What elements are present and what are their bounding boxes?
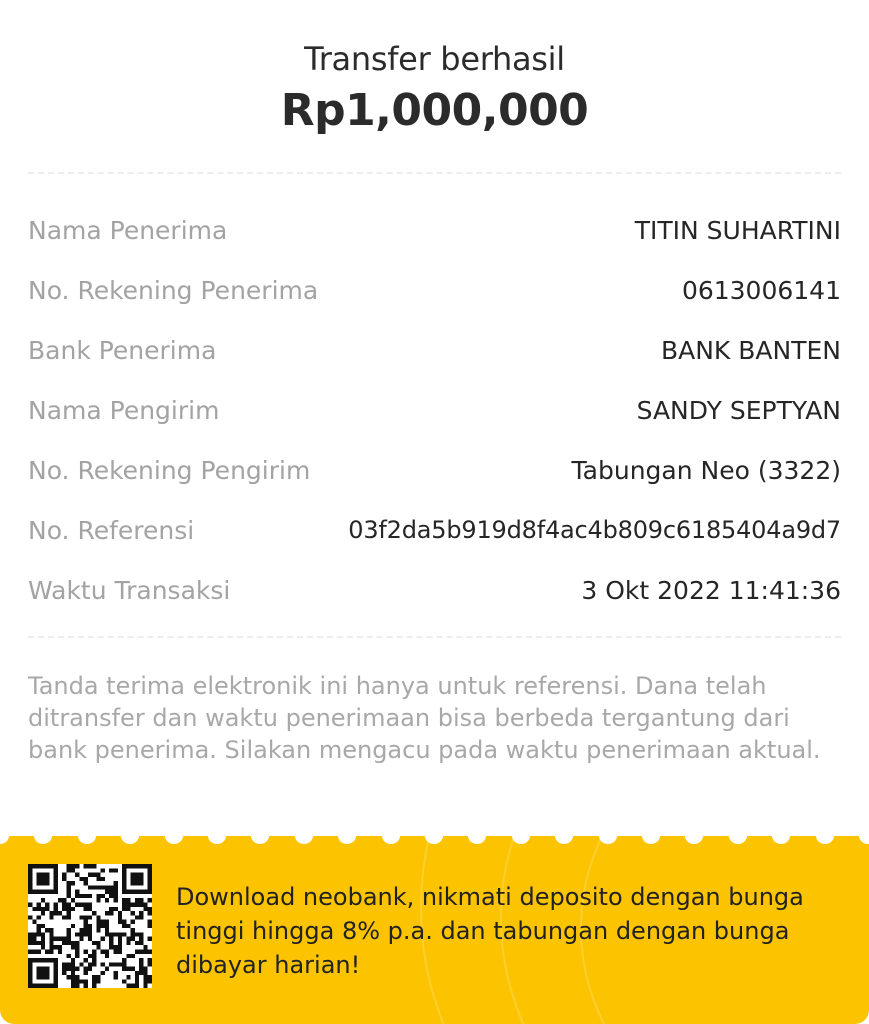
detail-row-transaction-time (28, 560, 841, 620)
scallop-dot (165, 836, 183, 844)
detail-value: BANK BANTEN (660, 335, 841, 365)
detail-row-sender-name (28, 380, 841, 440)
promo-banner[interactable] (0, 836, 869, 1024)
divider-top (28, 172, 841, 174)
detail-label: Nama Penerima (28, 215, 228, 245)
detail-label: Nama Pengirim (28, 395, 220, 425)
detail-value: TITIN SUHARTINI (634, 215, 841, 245)
detail-value: SANDY SEPTYAN (636, 395, 841, 425)
detail-row-recipient-name (28, 200, 841, 260)
detail-value[interactable]: 03f2da5b919d8f4ac4b809c6185404a9d7 (348, 516, 841, 544)
detail-value: 3 Okt 2022 11:41:36 (581, 575, 841, 605)
detail-label: No. Referensi (28, 515, 195, 545)
detail-value: Tabungan Neo (3322) (571, 455, 841, 485)
detail-row-recipient-bank (28, 320, 841, 380)
divider-bottom (28, 636, 841, 638)
status-title: Transfer berhasil (304, 40, 565, 78)
detail-label: Bank Penerima (28, 335, 217, 365)
detail-label: Waktu Transaksi (28, 575, 231, 605)
promo-text: Download neobank, nikmati deposito dengan bunga tinggi hingga 8% p.a. dan tabungan dengan bunga dibayar harian! (176, 883, 804, 979)
qr-code-icon (28, 864, 152, 988)
detail-value: 0613006141 (681, 275, 841, 305)
detail-row-reference (28, 500, 841, 560)
scallop-dot (121, 836, 139, 844)
transfer-amount: Rp1,000,000 (280, 85, 589, 136)
detail-label: No. Rekening Pengirim (28, 455, 311, 485)
scallop-dot (34, 836, 52, 844)
scallop-dot (208, 836, 226, 844)
receipt-header (0, 36, 869, 140)
detail-label: No. Rekening Penerima (28, 275, 319, 305)
scallop-dot (382, 836, 400, 844)
receipt-disclaimer: Tanda terima elektronik ini hanya untuk referensi. Dana telah ditransfer dan waktu penerimaan bisa berbeda tergantung dari bank penerima. Silakan mengacu pada waktu penerimaan aktual. (28, 672, 821, 764)
details-list (28, 200, 841, 620)
scallop-dot (338, 836, 356, 844)
scallop-dot (295, 836, 313, 844)
scallop-dot (78, 836, 96, 844)
scallop-dot (0, 836, 9, 844)
detail-row-recipient-account (28, 260, 841, 320)
scallop-dot (251, 836, 269, 844)
detail-row-sender-account (28, 440, 841, 500)
